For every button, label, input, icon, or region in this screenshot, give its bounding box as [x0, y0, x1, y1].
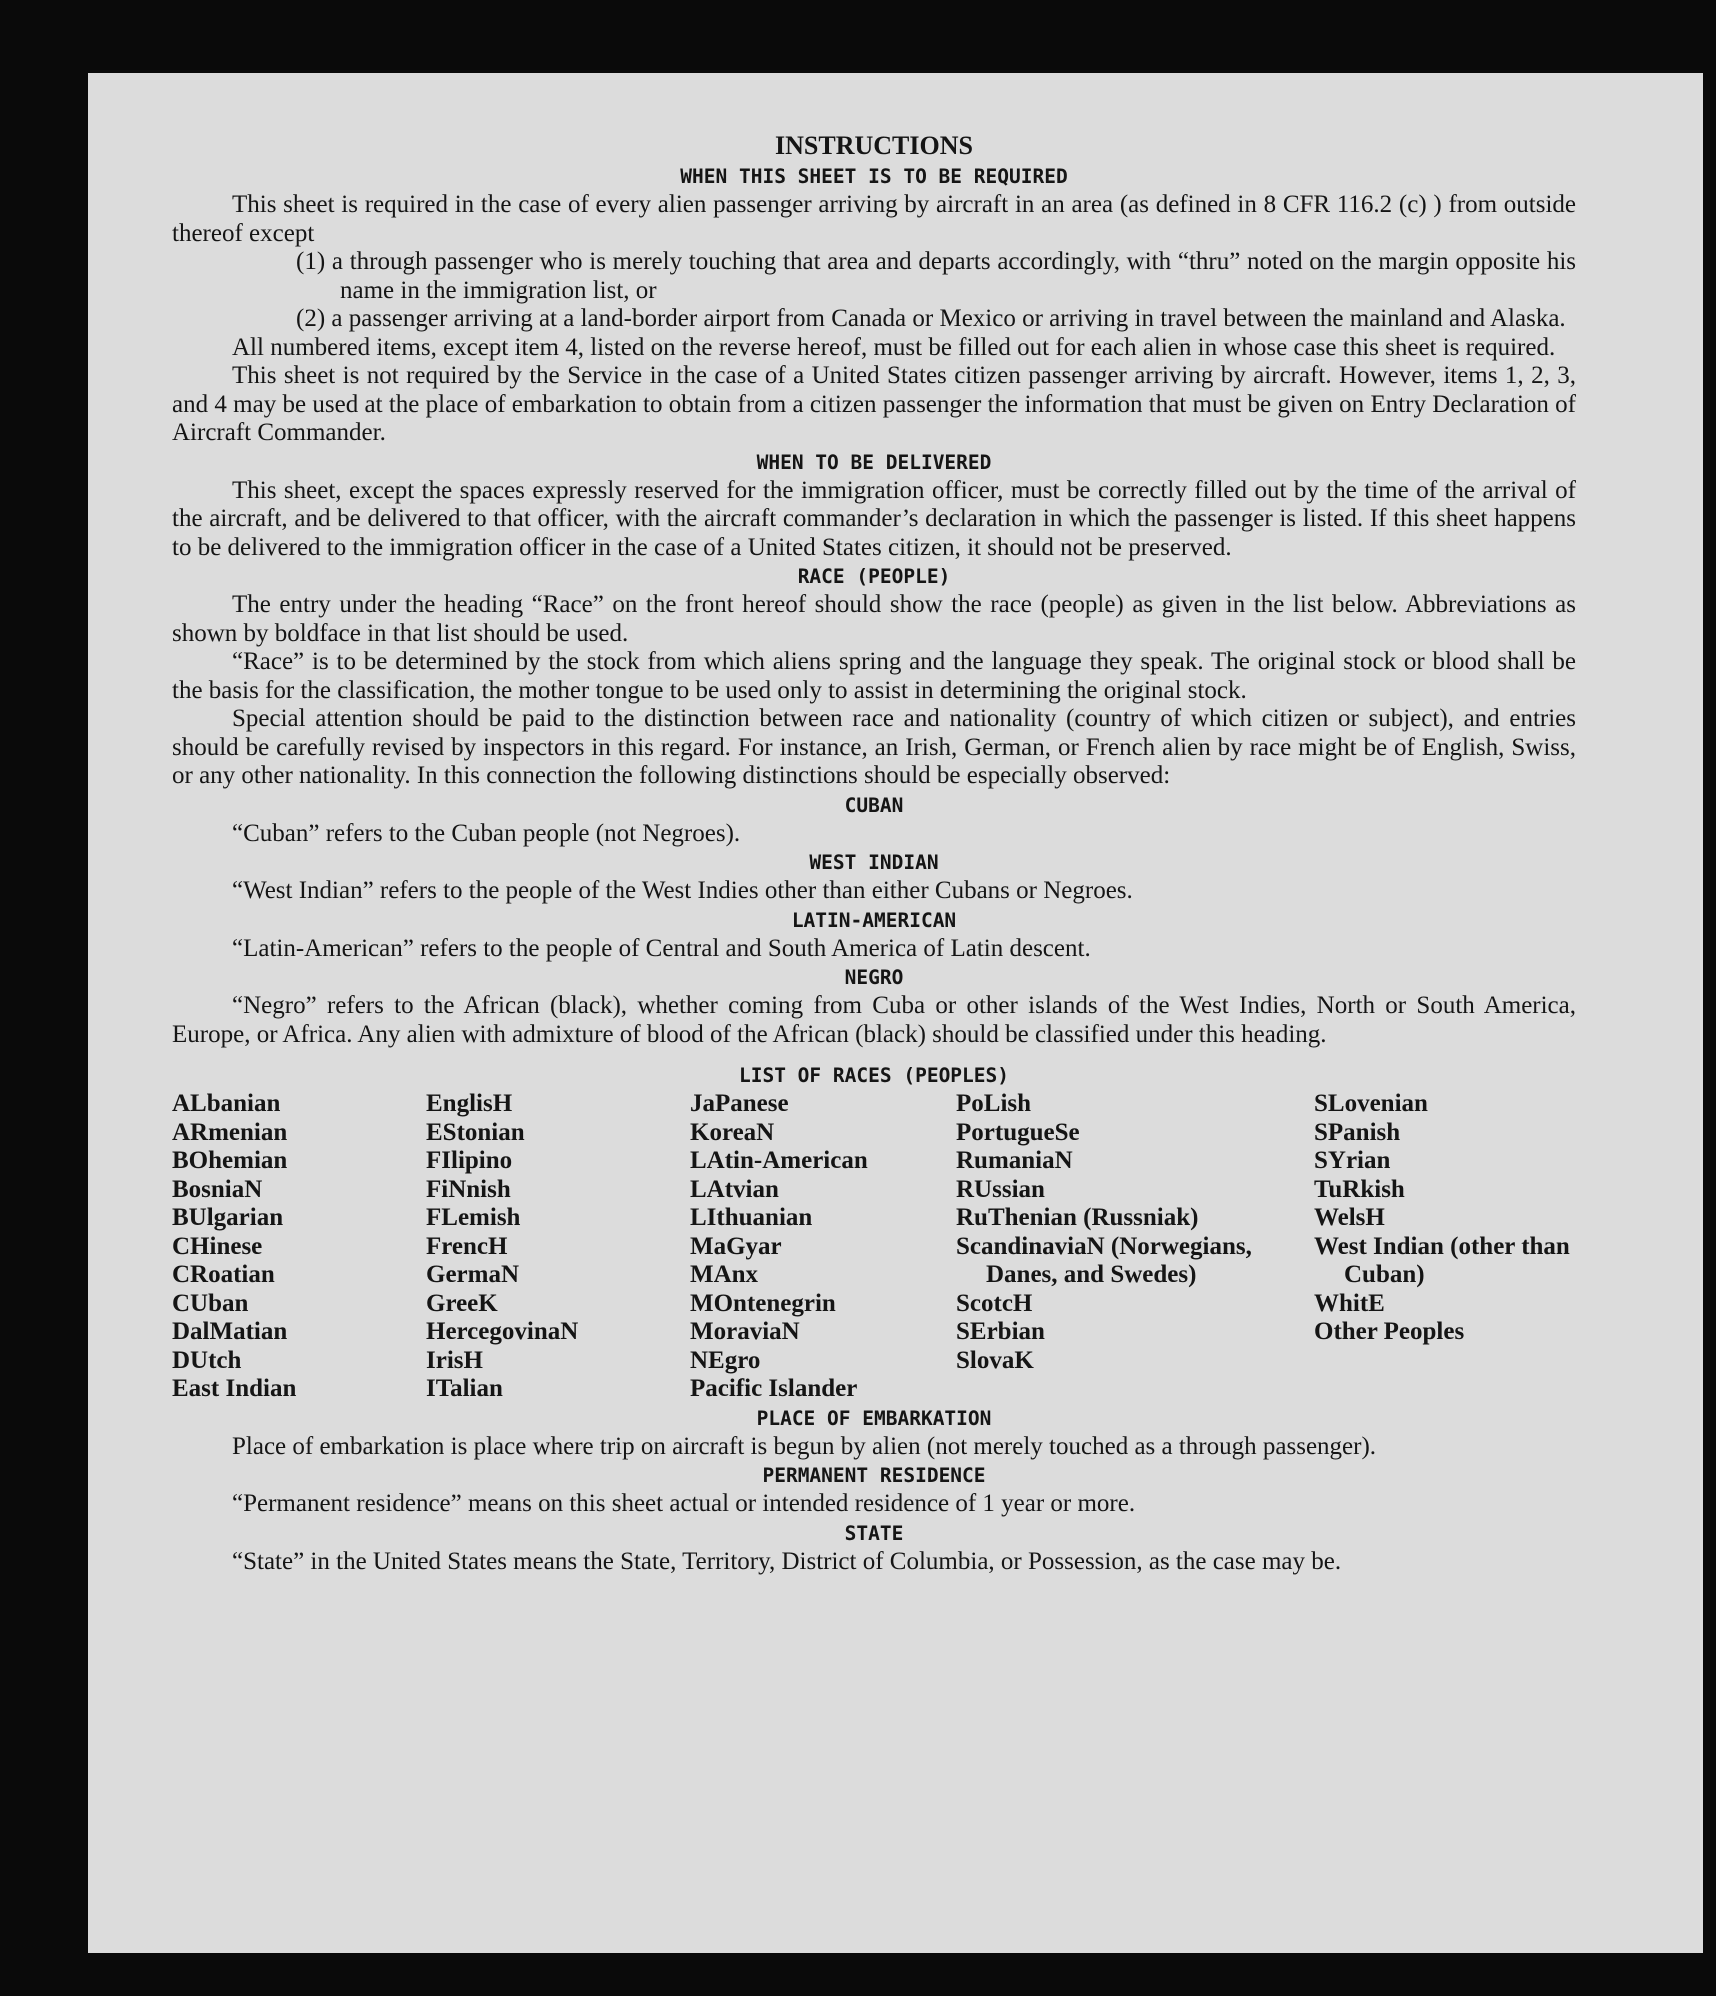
races-column: [426, 1090, 690, 1404]
race-item: MaGyar: [690, 1232, 782, 1260]
race-item: Pacific Islander: [690, 1375, 858, 1402]
race-item: ARmenian: [172, 1118, 288, 1146]
section-heading-race: RACE (PEOPLE): [797, 565, 951, 588]
paragraph: “Negro” refers to the African (black), whether coming from Cuba or other islands of the West Indies, North or South America, Europe, or Africa. Any alien with admixture of blood of the African (black) should be classified under this heading.: [172, 992, 1576, 1048]
race-item: SYrian: [1314, 1147, 1391, 1174]
races-column: [1314, 1090, 1576, 1404]
race-item: BUlgarian: [172, 1204, 284, 1231]
section-heading-delivered: WHEN TO BE DELIVERED: [756, 450, 992, 474]
paragraph: “Race” is to be determined by the stock from which aliens spring and the language they speak. The original stock or blood shall be the basis for the classification, the mother tongue to be used only to assist in determining the original stock.: [172, 648, 1576, 704]
race-item: WhitE: [1314, 1289, 1385, 1317]
document-sheet: [88, 73, 1703, 1953]
race-item: GermaN: [426, 1261, 520, 1288]
paragraph: “Permanent residence” means on this sheet actual or intended residence of 1 year or more.: [232, 1490, 1136, 1517]
race-item: RumaniaN: [956, 1147, 1073, 1174]
race-item: LAtvian: [690, 1175, 779, 1203]
race-item: PoLish: [956, 1090, 1032, 1117]
paragraph: This sheet is required in the case of every alien passenger arriving by aircraft in an area (as defined in 8 CFR 116.2 (c) ) from outside thereof except: [172, 191, 1576, 247]
paragraph: “West Indian” refers to the people of the West Indies other than either Cubans or Negroes.: [232, 877, 1133, 904]
race-item: FrencH: [426, 1232, 508, 1260]
race-item: Other Peoples: [1314, 1318, 1465, 1345]
race-item: GreeK: [426, 1289, 498, 1317]
paragraph: The entry under the heading “Race” on the front hereof should show the race (people) as given in the list below. Abbreviations as shown by boldface in that list should be used.: [172, 591, 1576, 647]
race-item: RUssian: [956, 1175, 1045, 1203]
paragraph: This sheet, except the spaces expressly reserved for the immigration officer, must be correctly filled out by the time of the arrival of the aircraft, and be delivered to that officer, with the aircraft commander’s declaration in which the passenger is listed. If this sheet happens to be delivered to the immigration officer in the case of a United States citizen, it should not be preserved.: [172, 476, 1576, 561]
race-item: SLovenian: [1314, 1090, 1428, 1117]
section-heading-required: WHEN THIS SHEET IS TO BE REQUIRED: [680, 165, 1068, 188]
race-item: KoreaN: [690, 1118, 775, 1146]
section-heading-cuban: CUBAN: [844, 793, 904, 817]
paragraph: “State” in the United States means the State, Territory, District of Columbia, or Possession, as the case may be.: [232, 1547, 1342, 1575]
race-item: LAtin-American: [690, 1147, 868, 1174]
race-item: RuThenian (Russniak): [956, 1204, 1199, 1231]
race-item: ITalian: [426, 1375, 503, 1402]
instructions-body: [172, 130, 1576, 1576]
race-item: BOhemian: [172, 1147, 288, 1174]
section-heading-west-indian: WEST INDIAN: [809, 851, 939, 874]
race-item: DUtch: [172, 1346, 242, 1374]
race-item: MOntenegrin: [690, 1289, 836, 1317]
paragraph: “Latin-American” refers to the people of Central and South America of Latin descent.: [232, 934, 1091, 962]
race-item: SErbian: [956, 1318, 1045, 1345]
race-item: JaPanese: [690, 1090, 789, 1117]
race-item: FiNnish: [426, 1175, 511, 1203]
race-item: BosniaN: [172, 1175, 263, 1203]
race-item: MoraviaN: [690, 1318, 800, 1345]
race-item: EnglisH: [426, 1090, 513, 1117]
race-item: East Indian: [172, 1375, 297, 1402]
race-item: WelsH: [1314, 1204, 1385, 1231]
races-list-heading: LIST OF RACES (PEOPLES): [738, 1064, 1010, 1087]
section-heading-latin-american: LATIN-AMERICAN: [791, 908, 957, 932]
paragraph: Place of embarkation is place where trip on aircraft is begun by alien (not merely touched as a through passenger).: [232, 1432, 1377, 1460]
race-item: LIthuanian: [690, 1204, 813, 1231]
race-item: PortugueSe: [956, 1118, 1080, 1146]
paragraph: “Cuban” refers to the Cuban people (not Negroes).: [232, 819, 741, 847]
race-item: DalMatian: [172, 1318, 288, 1345]
paragraph: All numbered items, except item 4, listed on the reverse hereof, must be filled out for each alien in whose case this sheet is required.: [232, 333, 1556, 361]
race-item: ScandinaviaN (Norwegians, Danes, and Swedes): [956, 1232, 1252, 1288]
race-item: MAnx: [690, 1261, 759, 1288]
paragraph: Special attention should be paid to the distinction between race and nationality (country of which citizen or subject), and entries should be carefully revised by inspectors in this regard. For instance, an Irish, German, or French alien by race might be of English, Swiss, or any other nationality. In this connection the following distinctions should be especially observed:: [172, 705, 1576, 789]
race-item: ALbanian: [172, 1090, 281, 1117]
race-item: HercegovinaN: [426, 1318, 579, 1345]
section-heading-residence: PERMANENT RESIDENCE: [762, 1464, 986, 1487]
page-title: INSTRUCTIONS: [775, 131, 973, 160]
races-list: [172, 1090, 1576, 1404]
section-heading-state: STATE: [844, 1521, 904, 1545]
races-column: [956, 1090, 1314, 1404]
race-item: CHinese: [172, 1232, 263, 1260]
race-item: West Indian (other than Cuban): [1314, 1232, 1570, 1288]
race-item: SlovaK: [956, 1346, 1034, 1374]
numbered-item: (2) a passenger arriving at a land-border airport from Canada or Mexico or arriving in travel between the mainland and Alaska.: [296, 305, 1566, 332]
race-item: FIlipino: [426, 1147, 513, 1174]
paragraph: This sheet is not required by the Service in the case of a United States citizen passenger arriving by aircraft. However, items 1, 2, 3, and 4 may be used at the place of embarkation to obtain from a citizen passenger the information that must be given on Entry Declaration of Aircraft Commander.: [172, 362, 1576, 446]
numbered-item: (1) a through passenger who is merely touching that area and departs accordingly, with “thru” noted on the margin opposite his name in the immigration list, or: [296, 248, 1576, 304]
race-item: IrisH: [426, 1346, 483, 1374]
race-item: SPanish: [1314, 1118, 1401, 1146]
race-item: ScotcH: [956, 1289, 1033, 1317]
races-column: [690, 1090, 956, 1404]
races-column: [172, 1090, 426, 1404]
race-item: CUban: [172, 1289, 249, 1317]
race-item: CRoatian: [172, 1261, 275, 1288]
race-item: EStonian: [426, 1118, 525, 1146]
section-heading-embarkation: PLACE OF EMBARKATION: [756, 1406, 992, 1430]
race-item: TuRkish: [1314, 1175, 1405, 1203]
race-item: FLemish: [426, 1204, 521, 1231]
race-item: NEgro: [690, 1346, 761, 1374]
section-heading-negro: NEGRO: [844, 966, 904, 989]
